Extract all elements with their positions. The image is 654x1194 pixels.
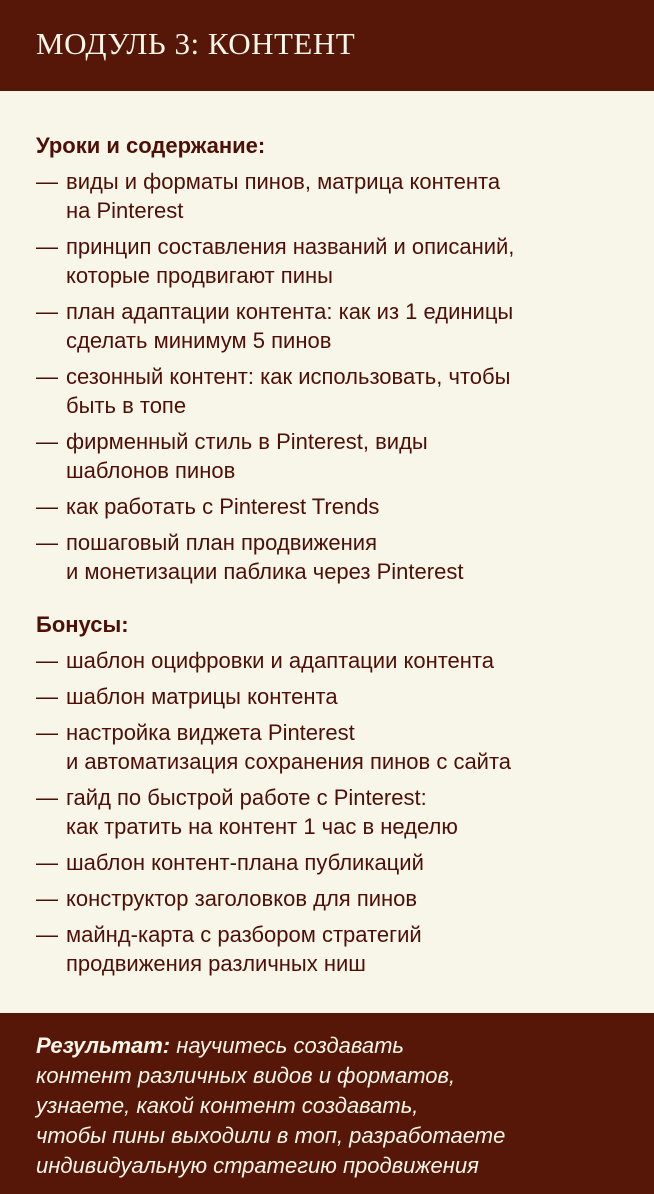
list-item-text: быть в топе (66, 393, 187, 418)
dash-bullet: — (36, 429, 58, 454)
list-item-text: гайд по быстрой работе с Pinterest: (66, 785, 427, 810)
dash-bullet: — (36, 785, 58, 810)
lessons-list (36, 167, 636, 586)
list-item-text: шаблон оцифровки и адаптации контента (66, 648, 495, 673)
list-item-text: продвижения различных ниш (66, 951, 366, 976)
list-item-text: как тратить на контент 1 час в неделю (66, 814, 458, 839)
list-item-text: настройка виджета Pinterest (66, 720, 355, 745)
list-item-text: как работать с Pinterest Trends (66, 494, 380, 519)
result-line: контент различных видов и форматов, (36, 1063, 456, 1088)
dash-bullet: — (36, 922, 58, 947)
lessons-section (36, 131, 636, 586)
result-line: чтобы пины выходили в топ, разработаете (36, 1123, 506, 1148)
result-line: узнаете, какой контент создавать, (36, 1093, 419, 1118)
list-item-text: виды и форматы пинов, матрица контента (66, 169, 501, 194)
module-title: МОДУЛЬ 3: КОНТЕНТ (36, 26, 356, 61)
list-item-text: сделать минимум 5 пинов (66, 328, 332, 353)
list-item (36, 783, 636, 841)
result-text (36, 1031, 636, 1181)
list-item (36, 297, 636, 355)
list-item-text: шаблон матрицы контента (66, 684, 338, 709)
list-item-text: шаблон контент-плана публикаций (66, 850, 424, 875)
bonuses-list (36, 646, 636, 978)
dash-bullet: — (36, 234, 58, 259)
list-item (36, 884, 636, 913)
list-item-text: принцип составления названий и описаний, (66, 234, 515, 259)
list-item (36, 492, 636, 521)
list-item-text: конструктор заголовков для пинов (66, 886, 418, 911)
list-item-text: сезонный контент: как использовать, чтобы (66, 364, 511, 389)
list-item-text: майнд-карта с разбором стратегий (66, 922, 422, 947)
result-line: научитесь создавать (170, 1033, 404, 1058)
header-banner (0, 0, 654, 91)
lessons-heading: Уроки и содержание: (36, 133, 266, 158)
list-item (36, 682, 636, 711)
main-content (36, 131, 636, 985)
list-item (36, 920, 636, 978)
list-item (36, 427, 636, 485)
dash-bullet: — (36, 494, 58, 519)
dash-bullet: — (36, 886, 58, 911)
list-item-text: которые продвигают пины (66, 263, 333, 288)
list-item-text: и монетизации паблика через Pinterest (66, 559, 464, 584)
list-item-text: на Pinterest (66, 198, 184, 223)
dash-bullet: — (36, 720, 58, 745)
list-item (36, 718, 636, 776)
dash-bullet: — (36, 648, 58, 673)
bonuses-heading: Бонусы: (36, 612, 129, 637)
dash-bullet: — (36, 850, 58, 875)
bonuses-section (36, 610, 636, 978)
dash-bullet: — (36, 684, 58, 709)
list-item-text: фирменный стиль в Pinterest, виды (66, 429, 428, 454)
list-item-text: пошаговый план продвижения (66, 530, 377, 555)
result-line: индивидуальную стратегию продвижения (36, 1153, 479, 1178)
list-item (36, 528, 636, 586)
dash-bullet: — (36, 299, 58, 324)
list-item-text: план адаптации контента: как из 1 единицы (66, 299, 514, 324)
dash-bullet: — (36, 364, 58, 389)
list-item (36, 232, 636, 290)
list-item (36, 167, 636, 225)
list-item (36, 848, 636, 877)
list-item-text: и автоматизация сохранения пинов с сайта (66, 749, 512, 774)
list-item-text: шаблонов пинов (66, 458, 236, 483)
list-item (36, 646, 636, 675)
result-label: Результат: (36, 1033, 171, 1058)
list-item (36, 362, 636, 420)
result-banner (0, 1013, 654, 1194)
dash-bullet: — (36, 530, 58, 555)
dash-bullet: — (36, 169, 58, 194)
